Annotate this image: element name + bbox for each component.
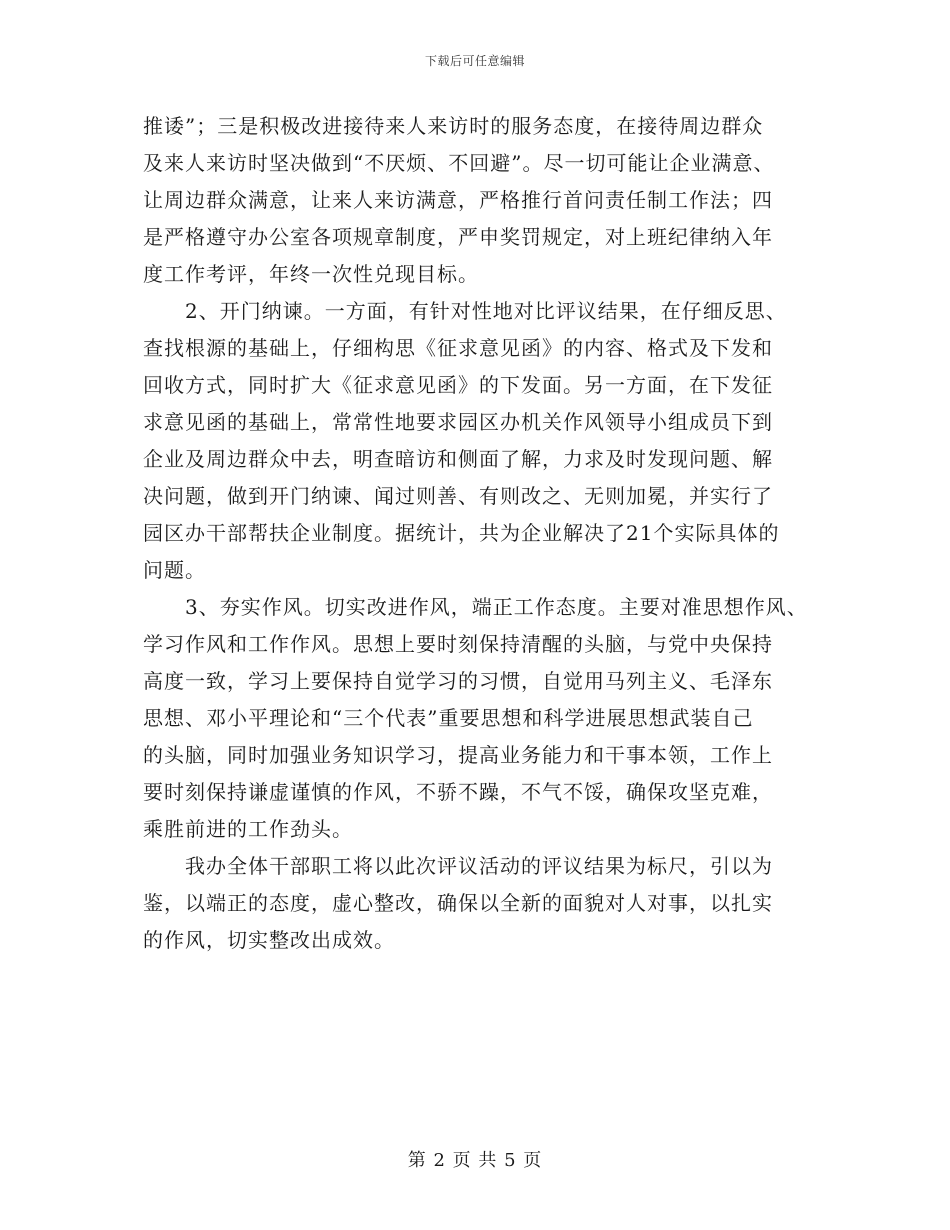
text-line: 让周边群众满意，让来人来访满意，严格推行首问责任制工作法；四 — [143, 188, 773, 212]
text-line: 推诿”；三是积极改进接待来人来访时的服务态度，在接待周边群众 — [143, 114, 764, 138]
text-line: 3、夯实作风。切实改进作风，端正工作态度。主要对准思想作风、 — [185, 595, 808, 619]
text-line: 的作风，切实整改出成效。 — [143, 928, 395, 952]
text-line: 要时刻保持谦虚谨慎的作风，不骄不躁，不气不馁，确保攻坚克难， — [143, 780, 773, 804]
page-number-footer: 第 2 页 共 5 页 — [407, 1150, 543, 1171]
text-line: 园区办干部帮扶企业制度。据统计，共为企业解决了21个实际具体的 — [143, 521, 780, 545]
text-line: 学习作风和工作作风。思想上要时刻保持清醒的头脑，与党中央保持 — [143, 632, 773, 656]
text-line: 2、开门纳谏。一方面，有针对性地对比评议结果，在仔细反思、 — [185, 299, 787, 323]
header-note: 下载后可任意编辑 — [424, 54, 525, 68]
text-line: 高度一致，学习上要保持自觉学习的习惯，自觉用马列主义、毛泽东 — [143, 669, 773, 693]
text-line: 查找根源的基础上，仔细构思《征求意见函》的内容、格式及下发和 — [143, 336, 773, 360]
text-line: 乘胜前进的工作劲头。 — [143, 817, 353, 841]
text-line: 鉴，以端正的态度，虚心整改，确保以全新的面貌对人对事，以扎实 — [143, 891, 773, 915]
text-line: 思想、邓小平理论和“三个代表”重要思想和科学进展思想武装自己 — [143, 706, 754, 730]
text-line: 求意见函的基础上，常常性地要求园区办机关作风领导小组成员下到 — [143, 410, 773, 434]
text-line: 决问题，做到开门纳谏、闻过则善、有则改之、无则加冕，并实行了 — [143, 484, 773, 508]
text-line: 的头脑，同时加强业务知识学习，提高业务能力和干事本领，工作上 — [143, 743, 773, 767]
text-line: 及来人来访时坚决做到“不厌烦、不回避”。尽一切可能让企业满意、 — [143, 151, 775, 175]
text-line: 是严格遵守办公室各项规章制度，严申奖罚规定，对上班纪律纳入年 — [143, 225, 773, 249]
text-line: 企业及周边群众中去，明查暗访和侧面了解，力求及时发现问题、解 — [143, 447, 773, 471]
text-line: 我办全体干部职工将以此次评议活动的评议结果为标尺，引以为 — [185, 854, 773, 878]
body-text — [143, 108, 813, 959]
text-line: 问题。 — [143, 558, 206, 582]
text-line: 回收方式，同时扩大《征求意见函》的下发面。另一方面，在下发征 — [143, 373, 773, 397]
text-line: 度工作考评，年终一次性兑现目标。 — [143, 262, 479, 286]
